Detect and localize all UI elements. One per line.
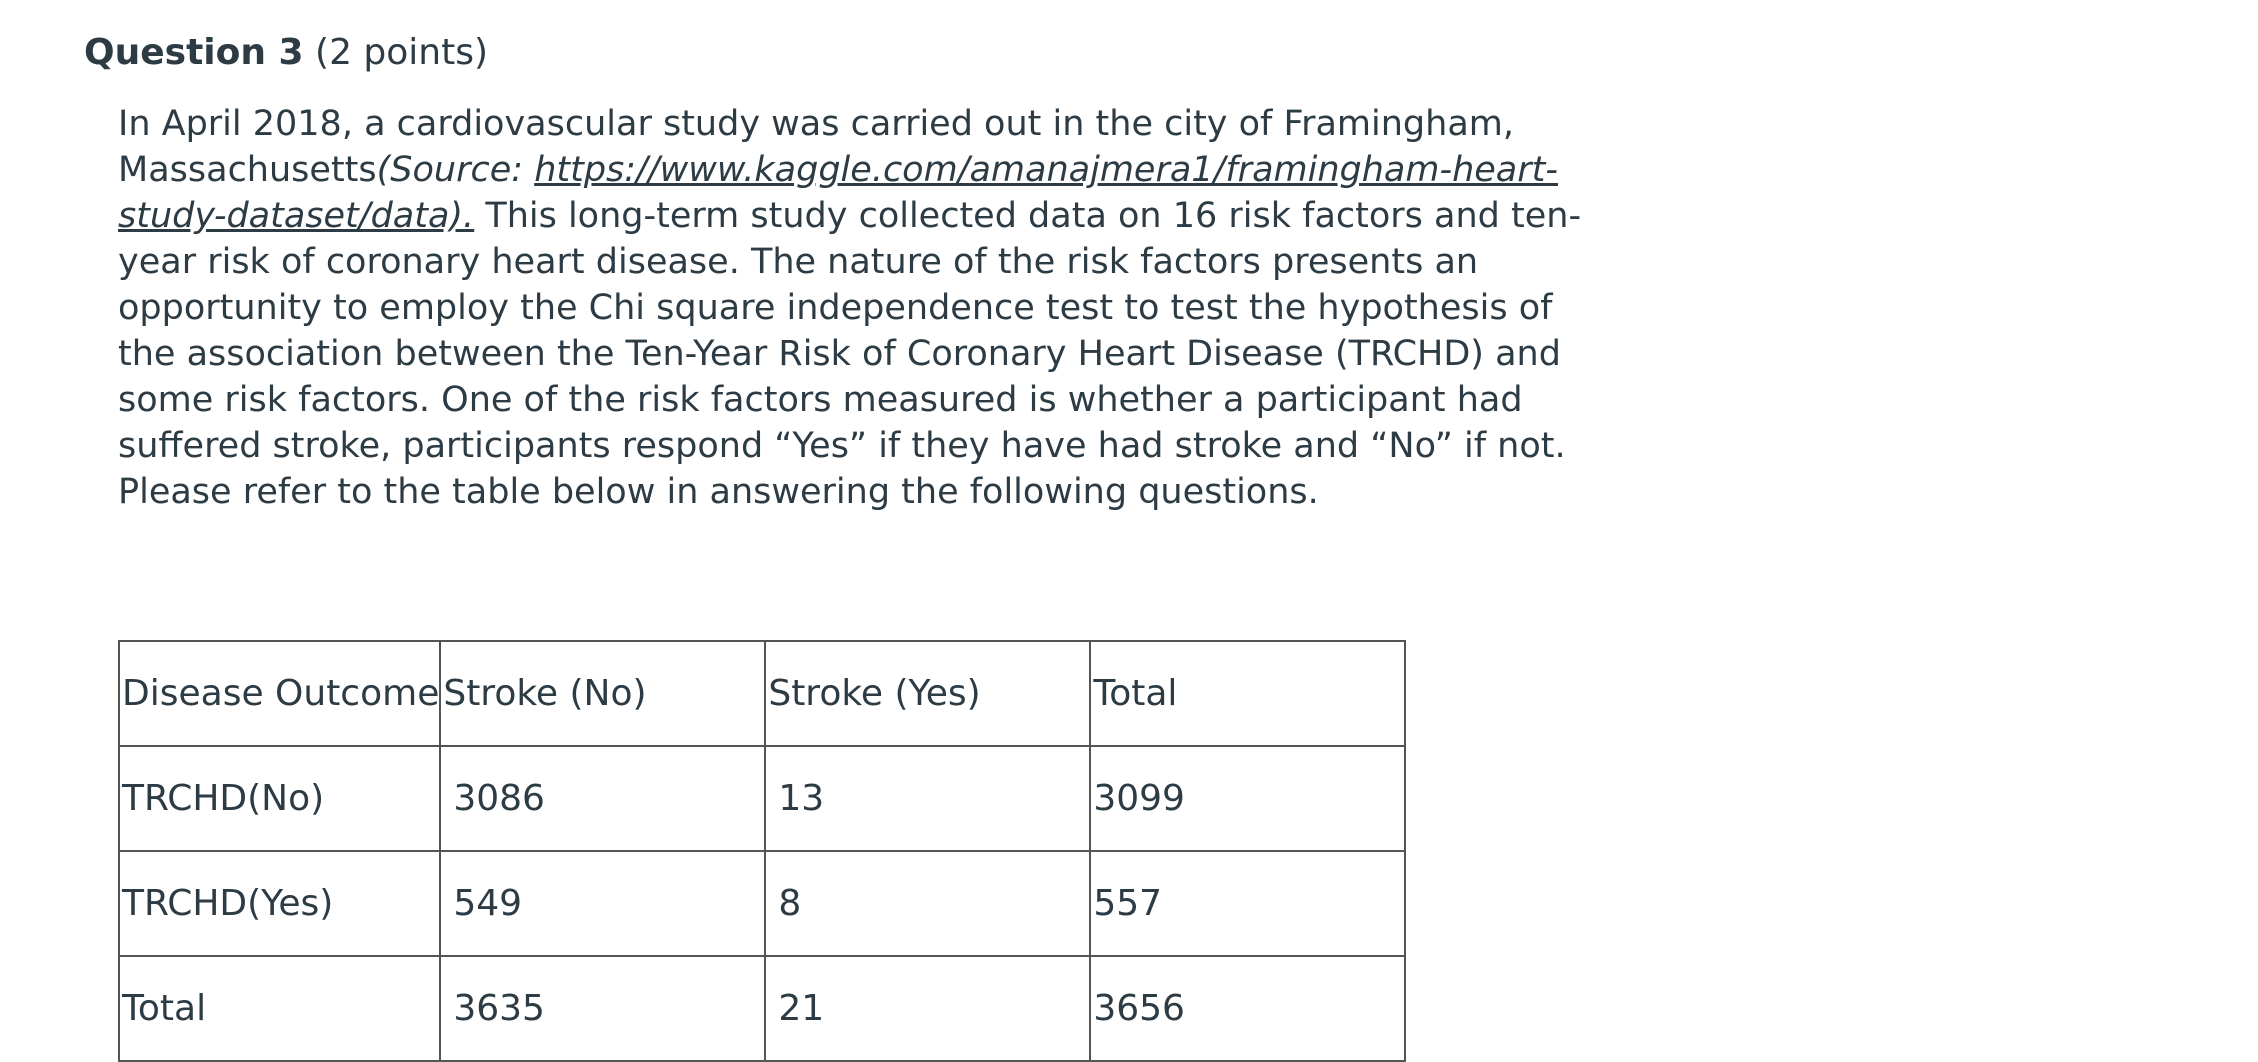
table-cell: 8	[765, 851, 1090, 956]
table-cell: 3086	[440, 746, 765, 851]
text-line: In April 2018, a cardiovascular study was carried out in the city of Framingham,	[118, 104, 1514, 144]
table-row	[119, 851, 1405, 956]
contingency-table	[118, 640, 1406, 1062]
table-cell: 557	[1090, 851, 1405, 956]
text-line: opportunity to employ the Chi square independence test to test the hypothesis of	[118, 288, 1553, 328]
table-header-cell: Stroke (No)	[440, 641, 765, 746]
table-header-cell: Stroke (Yes)	[765, 641, 1090, 746]
question-text	[118, 101, 1582, 515]
table-header-row	[119, 641, 1405, 746]
text-line: Please refer to the table below in answering the following questions.	[118, 472, 1319, 512]
text-segment: This long-term study collected data on 16 risk factors and ten-	[474, 196, 1582, 236]
source-link[interactable]: https://www.kaggle.com/amanajmera1/framingham-heart-	[534, 150, 1558, 190]
table-row	[119, 746, 1405, 851]
table-header-cell: Total	[1090, 641, 1405, 746]
text-segment: Massachusetts	[118, 150, 377, 190]
table-cell: 21	[765, 956, 1090, 1061]
table-cell: TRCHD(No)	[119, 746, 440, 851]
table-cell: Total	[119, 956, 440, 1061]
table-cell: 549	[440, 851, 765, 956]
table-cell: TRCHD(Yes)	[119, 851, 440, 956]
question-title: Question 3	[84, 32, 304, 73]
question-points: (2 points)	[315, 32, 489, 73]
source-link[interactable]: study-dataset/data).	[118, 196, 475, 236]
table-row	[119, 956, 1405, 1061]
text-line	[118, 193, 1582, 239]
text-line: suffered stroke, participants respond “Yes” if they have had stroke and “No” if not.	[118, 426, 1566, 466]
text-line: year risk of coronary heart disease. The nature of the risk factors presents an	[118, 242, 1479, 282]
source-label: (Source:	[376, 150, 535, 190]
text-line	[118, 147, 1568, 193]
question-header	[84, 26, 488, 80]
text-line: the association between the Ten-Year Risk of Coronary Heart Disease (TRCHD) and	[118, 334, 1561, 374]
table-cell: 3656	[1090, 956, 1405, 1061]
text-line: some risk factors. One of the risk factors measured is whether a participant had	[118, 380, 1523, 420]
table-header-cell: Disease Outcome	[119, 641, 440, 746]
table-cell: 13	[765, 746, 1090, 851]
table-cell: 3099	[1090, 746, 1405, 851]
table-cell: 3635	[440, 956, 765, 1061]
